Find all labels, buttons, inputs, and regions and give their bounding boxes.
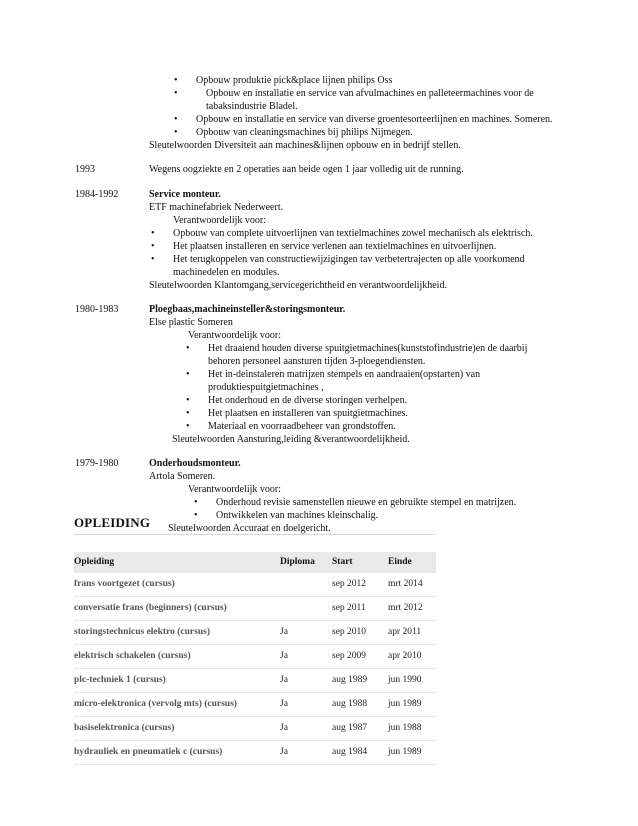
education-table [74, 552, 436, 765]
bullet-1979-2: • Ontwikkelen van machines kleinschalig. [216, 509, 378, 522]
resp-label-1984: Verantwoordelijk voor: [173, 215, 267, 226]
bullet-1979-1: • Onderhoud revisie samenstellen nieuwe en gebruikte stempel en matrijzen. [216, 496, 516, 509]
course-end: jun 1990 [388, 669, 436, 693]
course-diploma: Ja [280, 645, 332, 669]
resp-label-1980: Verantwoordelijk voor: [188, 330, 282, 341]
keywords-1980: Sleutelwoorden Aansturing,leiding &verantwoordelijkheid. [172, 434, 410, 445]
company-artola: Artola Someren. [149, 471, 216, 482]
table-row [74, 741, 436, 765]
table-row [74, 645, 436, 669]
course-end: apr 2010 [388, 645, 436, 669]
table-row [74, 597, 436, 621]
course-diploma [280, 597, 332, 621]
top-bullet-2: • Opbouw en installatie en service van afvulmachines en palleteermachines voor de [196, 87, 534, 100]
section-divider [74, 534, 436, 535]
keywords-1979: Sleutelwoorden Accuraat en doelgericht. [168, 523, 331, 534]
bullet-1980-5: • Materiaal en voorraadbeheer van grondstoffen. [208, 420, 396, 433]
course-start: sep 2011 [332, 597, 388, 621]
bullet-1984-3-cont: machinedelen en modules. [173, 267, 280, 278]
course-start: sep 2010 [332, 621, 388, 645]
header-start: Start [332, 552, 388, 573]
course-start: sep 2009 [332, 645, 388, 669]
course-diploma: Ja [280, 669, 332, 693]
bullet-1984-1: • Opbouw van complete uitvoerlijnen van textielmachines zowel mechanisch als elektrisch. [173, 227, 533, 240]
date-1993: 1993 [75, 164, 95, 175]
table-row [74, 717, 436, 741]
course-end: apr 2011 [388, 621, 436, 645]
top-bullet-2-cont: tabaksindustrie Bladel. [206, 101, 298, 112]
top-bullet-1: • Opbouw produktie pick&place lijnen philips Oss [196, 74, 392, 87]
header-diploma: Diploma [280, 552, 332, 573]
header-einde: Einde [388, 552, 436, 573]
date-1984-1992: 1984-1992 [75, 189, 119, 200]
course-start: aug 1989 [332, 669, 388, 693]
course-name: frans voortgezet (cursus) [74, 573, 280, 597]
job-title-ploegbaas: Ploegbaas,machineinsteller&storingsmonteur. [149, 304, 346, 315]
course-start: aug 1984 [332, 741, 388, 765]
course-diploma: Ja [280, 741, 332, 765]
course-name: micro-elektronica (vervolg mts) (cursus) [74, 693, 280, 717]
bullet-1980-3: • Het onderhoud en de diverse storingen verhelpen. [208, 394, 407, 407]
job-title-service-monteur: Service monteur. [149, 189, 221, 200]
job-title-onderhoudsmonteur: Onderhoudsmonteur. [149, 458, 241, 469]
bullet-1984-3: • Het terugkoppelen van constructiewijzigingen tav verbetertrajecten op alle voorkomend [173, 253, 525, 266]
table-row [74, 669, 436, 693]
bullet-1980-2-cont: produktiespuitgietmachines , [208, 382, 324, 393]
course-diploma: Ja [280, 717, 332, 741]
company-etf: ETF machinefabriek Nederweert. [149, 202, 284, 213]
keywords-1984: Sleutelwoorden Klantomgang,servicegerichtheid en verantwoordelijkheid. [149, 280, 447, 291]
entry-1993-text: Wegens oogziekte en 2 operaties aan beide ogen 1 jaar volledig uit de running. [149, 164, 464, 175]
course-end: jun 1989 [388, 693, 436, 717]
section-heading-opleiding: OPLEIDING [74, 515, 151, 530]
resp-label-1979: Verantwoordelijk voor: [188, 484, 282, 495]
header-opleiding: Opleiding [74, 552, 280, 573]
course-end: mrt 2012 [388, 597, 436, 621]
table-row [74, 573, 436, 597]
course-name: hydrauliek en pneumatiek c (cursus) [74, 741, 280, 765]
course-name: storingstechnicus elektro (cursus) [74, 621, 280, 645]
top-keywords: Sleutelwoorden Diversiteit aan machines&lijnen opbouw en in bedrijf stellen. [149, 140, 461, 151]
bullet-1980-2: • Het in-deinstaleren matrijzen stempels en aandraaien(opstarten) van [208, 368, 480, 381]
course-end: mrt 2014 [388, 573, 436, 597]
table-header-row [74, 552, 436, 573]
course-end: jun 1988 [388, 717, 436, 741]
course-diploma [280, 573, 332, 597]
table-row [74, 621, 436, 645]
course-start: aug 1988 [332, 693, 388, 717]
table-row [74, 693, 436, 717]
course-name: basiselektronica (cursus) [74, 717, 280, 741]
course-start: aug 1987 [332, 717, 388, 741]
course-diploma: Ja [280, 621, 332, 645]
course-start: sep 2012 [332, 573, 388, 597]
course-diploma: Ja [280, 693, 332, 717]
course-name: elektrisch schakelen (cursus) [74, 645, 280, 669]
bullet-1980-1: • Het draaiend houden diverse spuitgietmachines(kunststofindustrie)en de daarbij [208, 342, 527, 355]
top-bullet-4: • Opbouw van cleaningsmachines bij philips Nijmegen. [196, 126, 413, 139]
course-name: conversatie frans (beginners) (cursus) [74, 597, 280, 621]
course-end: jun 1989 [388, 741, 436, 765]
bullet-1984-2: • Het plaatsen installeren en service verlenen aan textielmachines en uitvoerlijnen. [173, 240, 496, 253]
company-else-plastic: Else plastic Someren [149, 317, 233, 328]
bullet-1980-4: • Het plaatsen en installeren van spuitgietmachines. [208, 407, 408, 420]
top-bullet-3: • Opbouw en installatie en service van diverse groentesorteerlijnen en machines. Someren. [196, 113, 553, 126]
date-1979-1980: 1979-1980 [75, 458, 119, 469]
bullet-1980-1-cont: behoren personeel aansturen tijden 3-ploegendiensten. [208, 356, 426, 367]
date-1980-1983: 1980-1983 [75, 304, 119, 315]
course-name: plc-techniek 1 (cursus) [74, 669, 280, 693]
